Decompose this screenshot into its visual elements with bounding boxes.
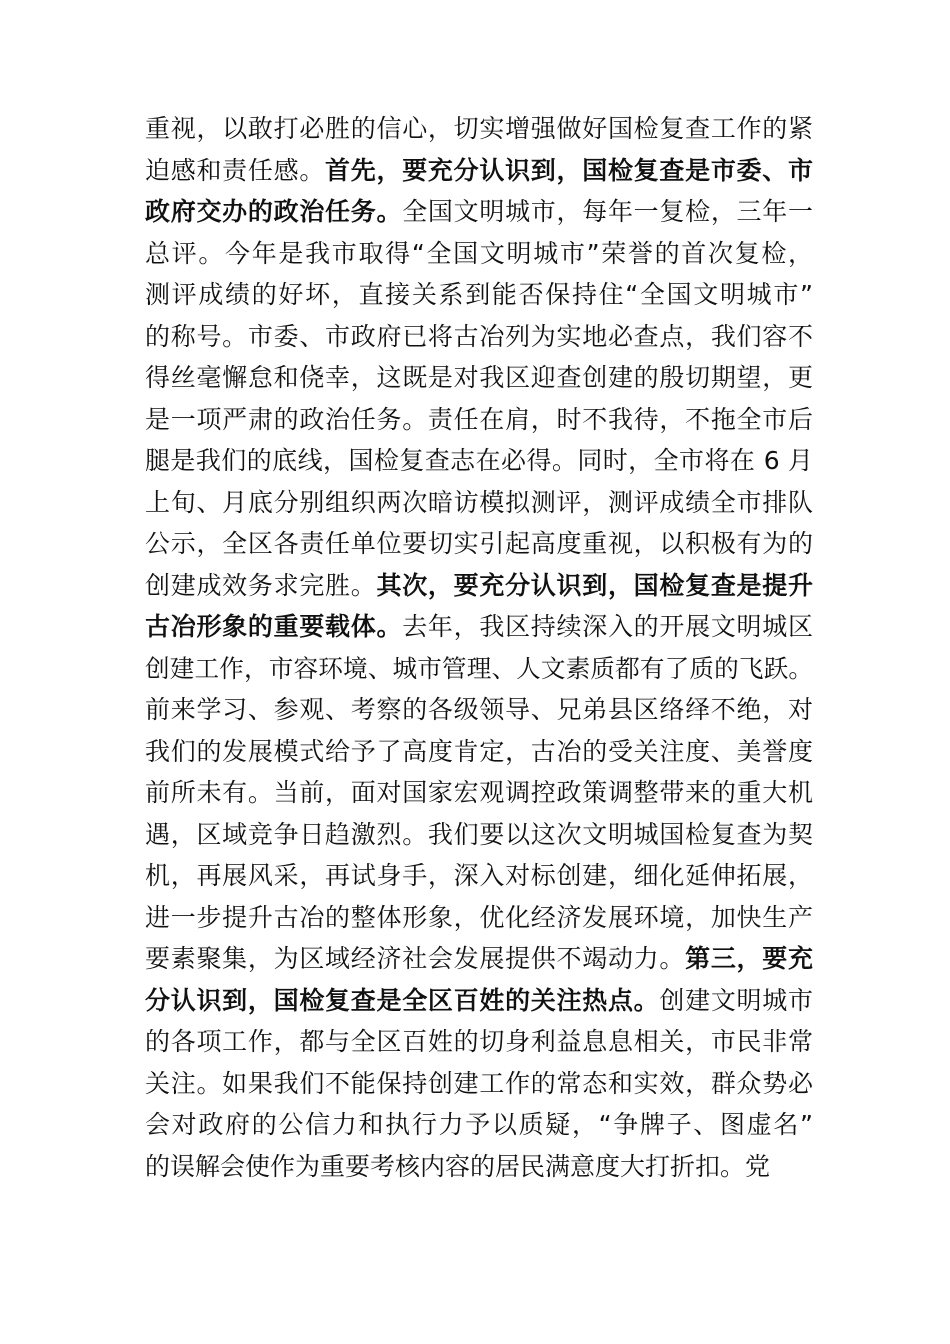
text-line: [145, 274, 813, 316]
text-line: [145, 399, 813, 441]
text-line: [145, 523, 813, 565]
bold-text-segment: 政府交办的政治任务。: [145, 197, 403, 226]
text-line: [145, 855, 813, 897]
text-line: [145, 565, 813, 607]
text-line: [145, 897, 813, 939]
bold-text-segment: 其次，要充分认识到，国检复查是提升: [376, 570, 813, 600]
text-segment: 创建工作，市容环境、城市管理、人文素质都有了质的飞跃。: [145, 653, 813, 683]
text-line: [145, 606, 813, 648]
text-segment: 上旬、月底分别组织两次暗访模拟测评，测评成绩全市排队: [145, 487, 813, 517]
body-text: [145, 108, 813, 1187]
text-segment: 总评。今年是我市取得“全国文明城市”荣誉的首次复检，: [145, 238, 813, 268]
text-segment: 得丝毫懈怠和侥幸，这既是对我区迎查创建的殷切期望，更: [145, 363, 813, 392]
text-segment: 创建成效务求完胜。: [145, 570, 377, 600]
text-line: [145, 731, 813, 773]
text-line: [145, 938, 813, 980]
text-segment: 前来学习、参观、考察的各级领导、兄弟县区络绎不绝，对: [145, 695, 813, 724]
text-line: [145, 357, 813, 399]
text-segment: 腿是我们的底线，国检复查志在必得。同时，全市将在 6 月: [145, 446, 813, 475]
bold-text-segment: 首先，要充分认识到，国检复查是市委、市: [325, 155, 813, 185]
text-segment: 重视，以敢打必胜的信心，切实增强做好国检复查工作的紧: [145, 114, 813, 143]
text-line: [145, 1146, 813, 1188]
bold-text-segment: 古冶形象的重要载体。: [145, 612, 403, 641]
text-line: [145, 814, 813, 856]
text-line: [145, 440, 813, 482]
text-line: [145, 316, 813, 358]
text-segment: 关注。如果我们不能保持创建工作的常态和实效，群众势必: [145, 1068, 813, 1098]
text-line: [145, 648, 813, 690]
bold-text-segment: 分认识到，国检复查是全区百姓的关注热点。: [145, 985, 660, 1015]
text-segment: 全国文明城市，每年一复检，三年一: [402, 197, 813, 226]
text-segment: 测评成绩的好坏，直接关系到能否保持住“全国文明城市”: [145, 280, 813, 309]
text-segment: 的误解会使作为重要考核内容的居民满意度大打折扣。党: [145, 1151, 771, 1181]
text-line: [145, 150, 813, 192]
text-segment: 的各项工作，都与全区百姓的切身利益息息相关，市民非常: [145, 1027, 813, 1056]
text-line: [145, 1021, 813, 1063]
text-segment: 进一步提升古冶的整体形象，优化经济发展环境，加快生产: [145, 902, 813, 932]
text-segment: 要素聚集，为区域经济社会发展提供不竭动力。: [145, 944, 686, 973]
text-line: [145, 191, 813, 233]
text-segment: 去年，我区持续深入的开展文明城区: [402, 612, 813, 641]
text-line: [145, 689, 813, 731]
text-segment: 机，再展风采，再试身手，深入对标创建，细化延伸拓展，: [145, 861, 813, 890]
text-segment: 的称号。市委、市政府已将古冶列为实地必查点，我们容不: [145, 321, 813, 351]
text-line: [145, 482, 813, 524]
text-segment: 是一项严肃的政治任务。责任在肩，时不我待，不拖全市后: [145, 404, 813, 434]
text-line: [145, 1104, 813, 1146]
text-segment: 我们的发展模式给予了高度肯定，古冶的受关注度、美誉度: [145, 736, 813, 766]
text-segment: 会对政府的公信力和执行力予以质疑，“争牌子、图虚名”: [145, 1110, 813, 1139]
text-line: [145, 772, 813, 814]
text-line: [145, 1063, 813, 1105]
text-line: [145, 233, 813, 275]
text-line: [145, 980, 813, 1022]
bold-text-segment: 第三，要充: [685, 944, 813, 973]
text-segment: 创建文明城市: [659, 985, 813, 1015]
text-segment: 公示，全区各责任单位要切实引起高度重视，以积极有为的: [145, 529, 813, 558]
text-segment: 迫感和责任感。: [145, 155, 326, 185]
text-line: [145, 108, 813, 150]
text-segment: 前所未有。当前，面对国家宏观调控政策调整带来的重大机: [145, 778, 813, 807]
text-segment: 遇，区域竞争日趋激烈。我们要以这次文明城国检复查为契: [145, 819, 813, 849]
